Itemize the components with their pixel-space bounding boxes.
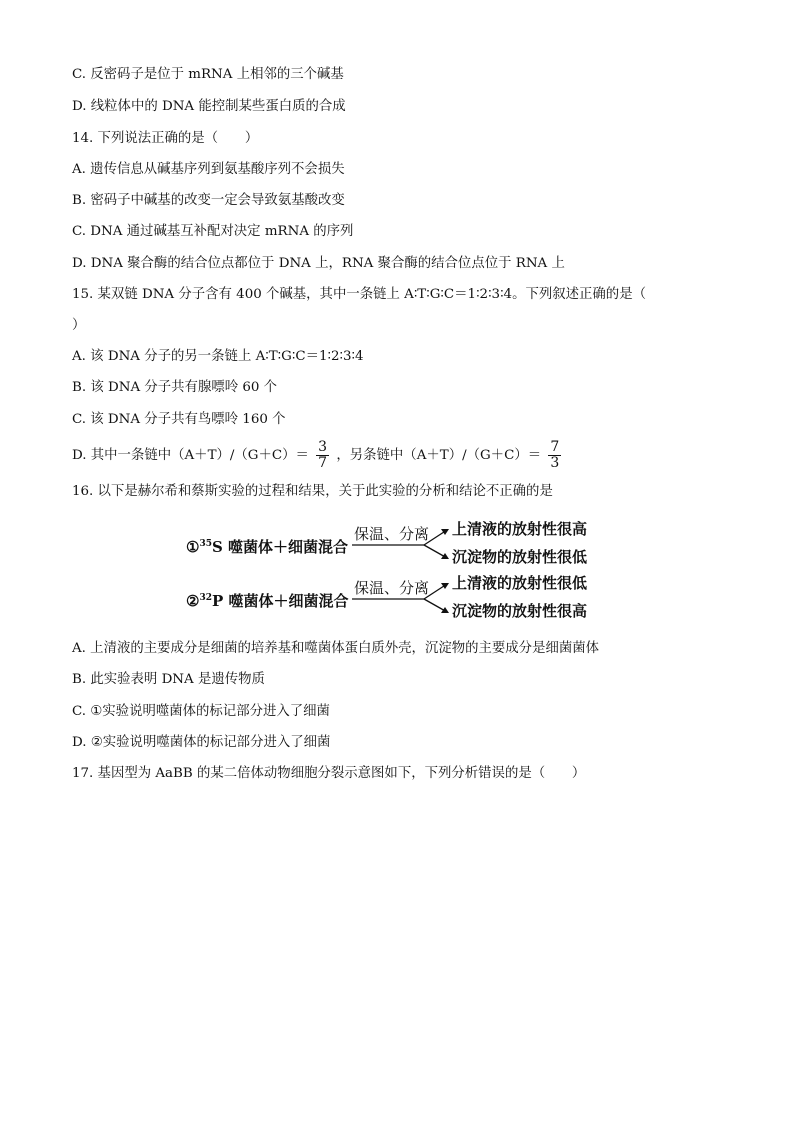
line-q15a: A. 该 DNA 分子的另一条链上 A∶T∶G∶C＝1∶2∶3∶4 [72, 349, 364, 364]
line-q16: 16. 以下是赫尔希和蔡斯实验的过程和结果，关于此实验的分析和结论不正确的是 [72, 484, 553, 499]
exp1-step: 保温、分离 [354, 525, 430, 543]
line-q16b: B. 此实验表明 DNA 是遗传物质 [72, 672, 265, 687]
line-q14a: A. 遗传信息从碱基序列到氨基酸序列不会损失 [72, 162, 345, 177]
line-q14c: C. DNA 通过碱基互补配对决定 mRNA 的序列 [72, 224, 354, 239]
fraction-denominator: 3 [550, 455, 560, 471]
isotope-35: 35 [199, 539, 212, 549]
line-q14: 14. 下列说法正确的是（ ） [72, 131, 259, 146]
exp2-text: P 噬菌体＋细菌混合 [211, 592, 349, 610]
line-q15: 15. 某双链 DNA 分子含有 400 个碱基，其中一条链上 A∶T∶G∶C＝1∶2∶3∶4。下列叙述正确的是（ [72, 287, 646, 302]
line-q16d: D. ②实验说明噬菌体的标记部分进入了细菌 [72, 735, 331, 750]
line-q15-cont: ） [72, 318, 86, 333]
line-q16a: A. 上清液的主要成分是细菌的培养基和噬菌体蛋白质外壳，沉淀物的主要成分是细菌菌体 [72, 641, 600, 656]
line-q13c: C. 反密码子是位于 mRNA 上相邻的三个碱基 [72, 67, 344, 82]
line-q13d: D. 线粒体中的 DNA 能控制某些蛋白质的合成 [72, 99, 346, 114]
line-q14b: B. 密码子中碱基的改变一定会导致氨基酸改变 [72, 193, 345, 208]
exp2-step: 保温、分离 [354, 579, 430, 597]
exp2-result-bottom: 沉淀物的放射性很高 [452, 602, 588, 620]
line-q16c: C. ①实验说明噬菌体的标记部分进入了细菌 [72, 704, 330, 719]
fraction-numerator: 3 [318, 439, 328, 455]
circled-2: ② [186, 592, 200, 610]
isotope-32: 32 [199, 593, 212, 603]
exp2-result-top: 上清液的放射性很低 [452, 574, 588, 592]
exp1-result-top: 上清液的放射性很高 [452, 520, 588, 538]
exp1-text: S 噬菌体＋细菌混合 [211, 538, 349, 556]
line-q14d: D. DNA 聚合酶的结合位点都位于 DNA 上，RNA 聚合酶的结合位点位于 RNA 上 [72, 256, 565, 271]
line-q17: 17. 基因型为 AaBB 的某二倍体动物细胞分裂示意图如下，下列分析错误的是（ ） [72, 766, 586, 781]
fraction-denominator: 7 [318, 455, 328, 471]
fraction-numerator: 7 [550, 439, 560, 455]
line-q15b: B. 该 DNA 分子共有腺嘌呤 60 个 [72, 380, 278, 395]
q15d-prefix: D. 其中一条链中（A＋T）/（G＋C）＝ [72, 448, 309, 463]
q15d-mid: ，另条链中（A＋T）/（G＋C）＝ [336, 448, 542, 463]
exp1-result-bottom: 沉淀物的放射性很低 [452, 548, 588, 566]
line-q15c: C. 该 DNA 分子共有鸟嘌呤 160 个 [72, 412, 286, 427]
circled-1: ① [186, 538, 200, 556]
